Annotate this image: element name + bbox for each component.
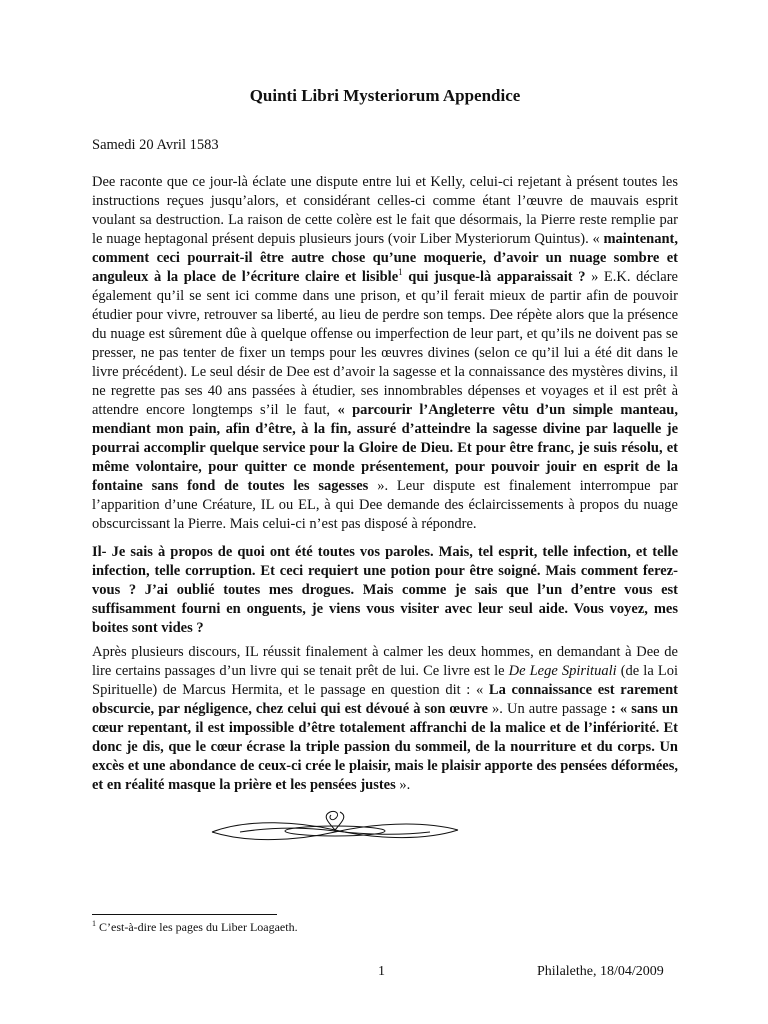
footnote-ref[interactable]: 1 (398, 267, 403, 278)
p3-bold-quote-2: : « sans un cœur repentant, il est impossible d’être totalement affranchi de la malice et de l’infériorité. Et donc je dis, que le cœur écrase la triple passion du sommeil, de la nourriture et du corps. Un excès et une abondance de ceux-ci crée le plaisir, mais le plaisir apporte des pensées déformées, et en réalité masque la prière et les pensées justes (92, 701, 679, 793)
date-line: Samedi 20 Avril 1583 (92, 137, 219, 153)
paragraph-3 (92, 643, 678, 795)
p3-text-f: ». (395, 777, 411, 793)
page-title: Quinti Libri Mysteriorum Appendice (249, 86, 521, 105)
p1-text-f: ». Leur dispute est finalement interrompue par l’apparition d’une Créature, IL ou EL, à qui Dee demande des éclaircissements à propos du nuage obscurcissant la Pierre. Mais celui-ci n’est pas disposé à répondre. (92, 478, 678, 532)
p1-bold-quote-2: « parcourir l’Angleterre vêtu d’un simple manteau, mendiant mon pain, afin d’être, à la fin, assuré d’atteindre la sagesse divine par laquelle je pourrai accomplir quelque service pour la Gloire de Dieu. Et pour être franc, je suis résolu, et même volontaire, pour quitter ce monde présentement, pour pouvoir jouir en esprit de la fontaine sans fond de toutes les sagesses (92, 402, 678, 494)
footnote-mark: 1 (92, 919, 96, 928)
footnote-rule (92, 914, 277, 915)
p3-text-d: ». Un autre passage (487, 701, 611, 717)
p1-text-a: Dee raconte que ce jour-là éclate une dispute entre lui et Kelly, celui-ci rejetant à présent toutes les instructions reçues jusqu’alors, et considérant celles-ci comme étant l’œuvre de mauvais esprit voulant sa destruction. La raison de cette colère est le fait que désormais, la Pierre reste remplie par le nuage heptagonal présent depuis plusieurs jours (voir Liber Mysteriorum Quintus). « (92, 174, 678, 247)
footnote-text: C’est-à-dire les pages du Liber Loagaeth. (96, 920, 298, 934)
footnote (92, 920, 298, 935)
p1-bold-quote-end: qui jusque-là apparaissait ? (402, 269, 586, 285)
footer-author-date: Philalethe, 18/04/2009 (537, 964, 664, 979)
p1-text-d: » E.K. déclare également qu’il se sent ici comme dans une prison, et qu’il ferait mieux de partir afin de pouvoir étudier pour vivre, retrouver sa liberté, au lieu de perdre son temps. Dee répète alors que la présence du nuage est sûrement dûe à quelque offense ou imperfection de leur part, et qu’ils ne doivent pas se presser, ne pas tenter de fixer un temps pour les œuvres divines (selon ce qu’il lui a été dit dans le livre précédent). Le seul désir de Dee est d’avoir la sagesse et la connaissance des mystères divins, il ne regrette pas ses 40 ans passées à étudier, ses innombrables dépenses et voyages et il est prêt à attendre encore longtemps s’il le faut, (92, 269, 678, 418)
paragraph-2 (92, 543, 678, 638)
il-speech: Il- Je sais à propos de quoi ont été toutes vos paroles. Mais, tel esprit, telle infection, et telle infection, telle corruption. Et ceci requiert une potion pour être soigné. Mais comment ferez-vous ? J’ai oublié toutes mes drogues. Mais comme je sais que l’un d’entre vous est suffisamment fourni en onguents, je viens vous visiter avec leur seul aide. Vous voyez, mes boites sont vides ? (92, 544, 678, 636)
p1-bold-quote: maintenant, comment ceci pourrait-il être autre chose qu’une moquerie, d’avoir un nuage sombre et anguleux à la place de l’écriture claire et lisible (92, 231, 678, 285)
p3-text-a: Après plusieurs discours, IL réussit finalement à calmer les deux hommes, en demandant à Dee de lire certains passages d’un livre qui se tenait prêt de lui. Ce livre est le (92, 644, 678, 679)
flourish-ornament-icon (210, 808, 460, 848)
p3-bold-quote: La connaissance est rarement obscurcie, par négligence, chez celui qui est dévoué à son œuvre (92, 682, 678, 717)
page-number: 1 (378, 964, 385, 979)
book-title: De Lege Spirituali (508, 663, 617, 679)
paragraph-1 (92, 173, 678, 534)
p3-text-b: (de la Loi Spirituelle) de Marcus Hermita, et le passage en question dit : « (92, 663, 678, 698)
